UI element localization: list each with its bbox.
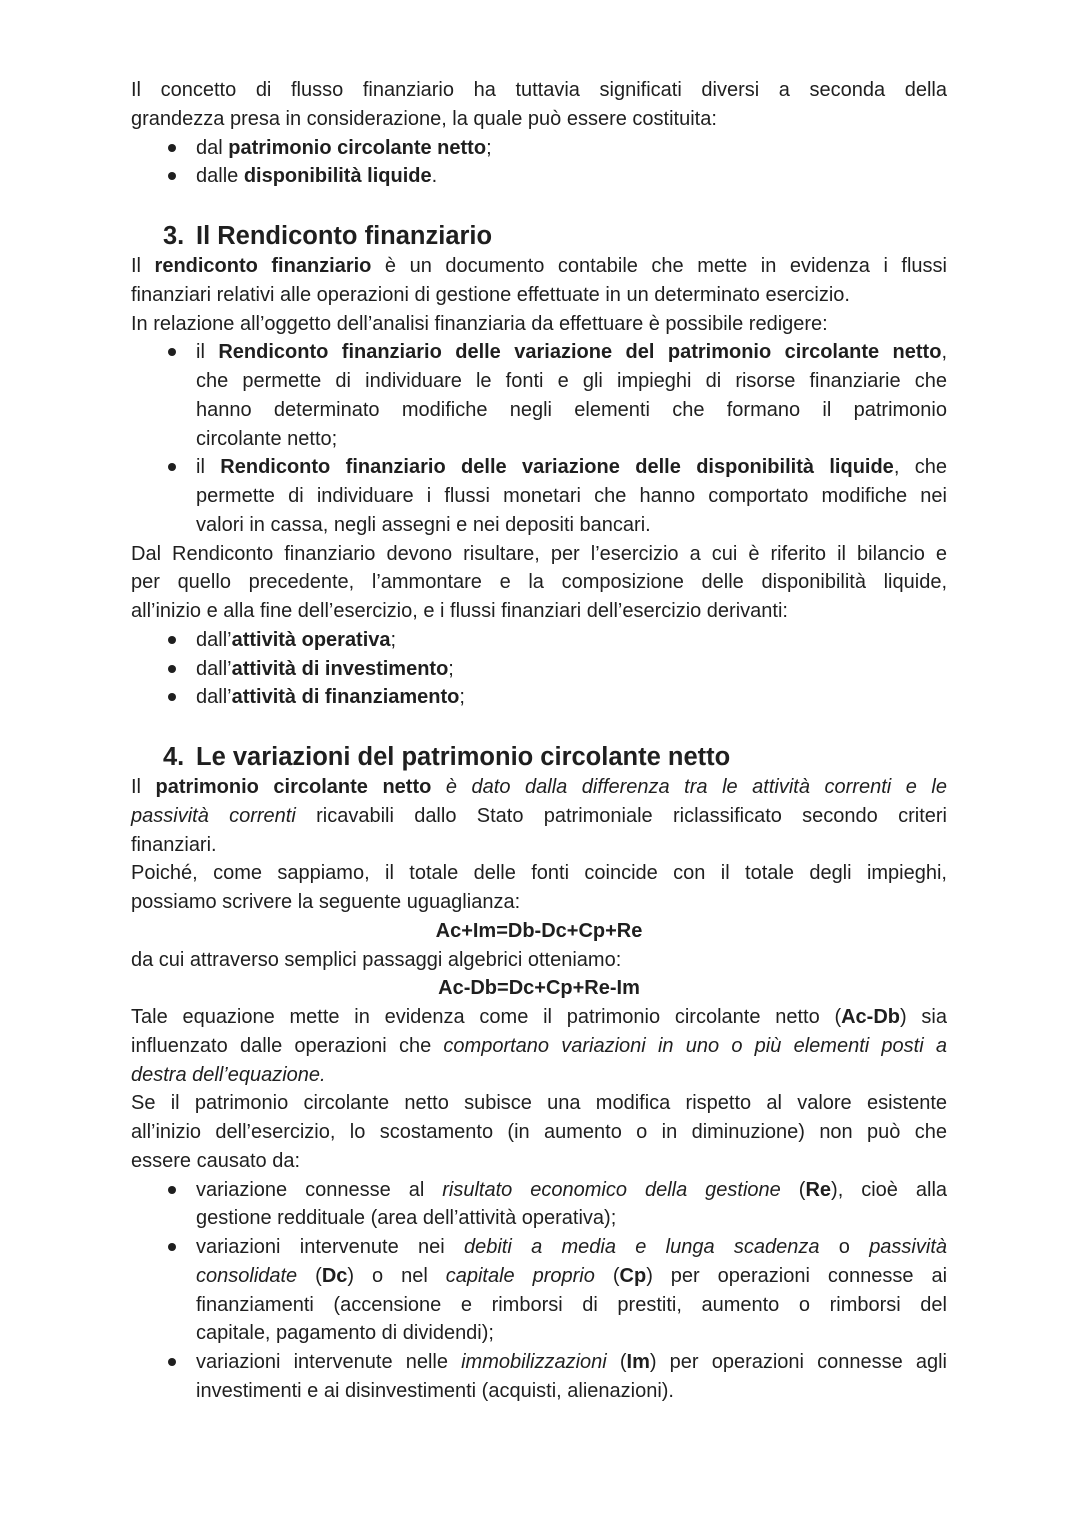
- list-item: [131, 626, 947, 655]
- list-item: [131, 1176, 947, 1234]
- text-run: grandezza presa in considerazione, la quale può essere costituita:: [131, 107, 717, 130]
- equation: Ac+Im=Db-Dc+Cp+Re: [435, 919, 643, 942]
- list-item: [131, 162, 947, 191]
- text-line: [196, 162, 947, 191]
- text-run: o: [819, 1236, 870, 1258]
- text-run: circolante netto;: [196, 427, 338, 450]
- bold-text: disponibilità liquide: [243, 165, 432, 188]
- text-line: [196, 1204, 947, 1233]
- text-run: valori in cassa, negli assegni e nei depositi bancari.: [196, 513, 651, 536]
- text-line: [131, 802, 947, 831]
- section-heading: [131, 220, 947, 252]
- text-line: [131, 281, 947, 310]
- text-run: Dal Rendiconto finanziario devono risultare, per l’esercizio a cui è riferito il bilancio e: [131, 542, 947, 565]
- text-run: finanziari relativi alle operazioni di gestione effettuate in un determinato esercizio.: [131, 283, 850, 306]
- bullet-icon: [168, 144, 176, 152]
- section-heading: [131, 741, 947, 773]
- text-run: (: [594, 1264, 620, 1287]
- text-line: [131, 597, 947, 626]
- list-item: [131, 1348, 947, 1406]
- text-line: [131, 1032, 947, 1061]
- text-run: finanziari.: [131, 833, 217, 856]
- italic-text: comportano variazioni in uno o più elementi posti a: [443, 1034, 947, 1057]
- text-line: [131, 1003, 947, 1032]
- text-run: Il: [131, 255, 155, 277]
- text-line: [131, 1118, 947, 1147]
- text-run: il: [196, 456, 221, 479]
- bullet-list: [131, 626, 947, 712]
- text-line: [196, 453, 947, 482]
- paragraph: [131, 76, 947, 134]
- text-run: ) per operazioni connesse agli: [649, 1351, 947, 1373]
- bullet-icon: [168, 463, 176, 471]
- bullet-icon: [168, 693, 176, 701]
- bullet-icon: [168, 636, 176, 644]
- text-run: è un documento contabile che mette in evidenza i flussi: [371, 255, 947, 277]
- text-run: gestione reddituale (area dell’attività operativa);: [196, 1207, 617, 1230]
- text-run: permette di individuare i flussi monetari che hanno comportato modifiche nei: [196, 485, 947, 507]
- text-run: ;: [448, 657, 454, 680]
- text-line: [131, 1089, 947, 1118]
- bullet-icon: [168, 665, 176, 673]
- text-run: ), cioè alla: [831, 1178, 948, 1201]
- text-line: [196, 683, 947, 712]
- text-run: [431, 776, 446, 798]
- heading-title: Il Rendiconto finanziario: [196, 222, 493, 250]
- text-run: variazioni intervenute nelle: [196, 1351, 462, 1373]
- text-line: [131, 540, 947, 569]
- text-line: [196, 1348, 947, 1377]
- paragraph: [131, 310, 947, 339]
- bold-text: Dc: [321, 1264, 348, 1287]
- list-item: [131, 134, 947, 163]
- paragraph: [131, 540, 947, 626]
- text-run: In relazione all’oggetto dell’analisi finanziaria da effettuare è possibile redigere:: [131, 312, 828, 335]
- equation: Ac-Db=Dc+Cp+Re-Im: [438, 977, 640, 1000]
- text-run: ;: [486, 136, 492, 159]
- text-line: [196, 425, 947, 454]
- text-line: [131, 568, 947, 597]
- text-line: [196, 367, 947, 396]
- text-run: Se il patrimonio circolante netto subisce una modifica rispetto al valore esistente: [131, 1092, 947, 1115]
- text-run: ) o nel: [347, 1264, 446, 1287]
- bold-text: patrimonio circolante netto: [228, 136, 487, 159]
- paragraph: [131, 859, 947, 917]
- bullet-icon: [168, 1243, 176, 1251]
- italic-text: risultato economico della gestione: [442, 1178, 781, 1201]
- bold-text: attività di investimento: [231, 657, 449, 680]
- text-run: per quello precedente, l’ammontare e la composizione delle disponibilità liquide,: [131, 571, 947, 594]
- text-line: [196, 1291, 947, 1320]
- text-run: Il concetto di flusso finanziario ha tuttavia significati diversi a seconda della: [131, 79, 947, 101]
- bullet-list: [131, 1176, 947, 1406]
- italic-text: destra dell’equazione.: [131, 1063, 326, 1086]
- text-run: che permette di individuare le fonti e gli impieghi di risorse finanziarie che: [196, 370, 947, 392]
- heading-title: Le variazioni del patrimonio circolante netto: [196, 743, 731, 771]
- text-run: ;: [390, 628, 397, 651]
- italic-text: capitale proprio: [445, 1264, 595, 1287]
- text-line: [131, 946, 947, 975]
- heading-number: 3.: [163, 222, 185, 250]
- text-line: [131, 1147, 947, 1176]
- paragraph: [131, 946, 947, 975]
- bullet-list: [131, 134, 947, 192]
- text-line: [196, 655, 947, 684]
- text-line: [131, 773, 947, 802]
- text-line: [196, 338, 947, 367]
- bold-text: Im: [626, 1351, 650, 1373]
- text-run: variazione connesse al: [196, 1178, 443, 1201]
- text-run: Il: [131, 776, 156, 798]
- text-line: [131, 888, 947, 917]
- bold-text: rendiconto finanziario: [154, 255, 372, 277]
- italic-text: consolidate: [196, 1264, 298, 1287]
- text-run: variazioni intervenute nei: [196, 1236, 464, 1258]
- paragraph: [131, 252, 947, 310]
- italic-text: immobilizzazioni: [461, 1351, 607, 1373]
- text-line: [196, 1377, 947, 1406]
- list-item: [131, 1233, 947, 1348]
- text-line: [196, 134, 947, 163]
- text-run: finanziamenti (accensione e rimborsi di prestiti, aumento o rimborsi del: [196, 1293, 947, 1316]
- italic-text: è dato dalla differenza tra le attività correnti e le: [445, 776, 947, 798]
- text-run: ;: [459, 686, 465, 709]
- text-line: [131, 1061, 947, 1090]
- bold-text: Ac-Db: [841, 1006, 900, 1028]
- bullet-icon: [168, 1186, 176, 1194]
- text-line: [196, 1262, 947, 1291]
- bold-text: attività di finanziamento: [231, 686, 460, 709]
- text-run: ,: [941, 341, 947, 364]
- text-run: dalle: [196, 165, 244, 188]
- bold-text: Rendiconto finanziario delle variazione delle disponibilità liquide: [220, 456, 894, 479]
- text-run: (: [780, 1178, 806, 1201]
- text-run: , che: [893, 456, 948, 479]
- list-item: [131, 655, 947, 684]
- text-run: ) sia: [900, 1006, 947, 1028]
- list-item: [131, 453, 947, 539]
- bold-text: patrimonio circolante netto: [155, 776, 432, 798]
- bullet-icon: [168, 172, 176, 180]
- text-run: investimenti e ai disinvestimenti (acquisti, alienazioni).: [196, 1379, 674, 1402]
- text-line: [131, 831, 947, 860]
- paragraph: [131, 1089, 947, 1175]
- text-run: hanno determinato modifiche negli elementi che formano il patrimonio: [196, 398, 947, 421]
- text-run: il: [196, 341, 219, 364]
- text-line: [196, 396, 947, 425]
- text-line: [196, 1176, 947, 1205]
- text-line: [196, 1233, 947, 1262]
- bold-text: Rendiconto finanziario delle variazione del patrimonio circolante netto: [218, 341, 942, 364]
- bullet-icon: [168, 1358, 176, 1366]
- italic-text: passività correnti: [131, 804, 296, 827]
- text-run: influenzato dalle operazioni che: [131, 1034, 444, 1057]
- italic-text: debiti a media e lunga scadenza: [463, 1236, 820, 1258]
- paragraph: [131, 773, 947, 859]
- text-run: Tale equazione mette in evidenza come il patrimonio circolante netto (: [131, 1006, 842, 1028]
- list-item: [131, 338, 947, 453]
- text-run: ) per operazioni connesse ai: [646, 1264, 948, 1287]
- text-run: Poiché, come sappiamo, il totale delle fonti coincide con il totale degli impieghi,: [131, 862, 947, 885]
- text-run: dall’: [196, 686, 232, 709]
- text-line: [196, 482, 947, 511]
- text-run: dall’: [196, 628, 232, 651]
- text-run: dal: [196, 136, 229, 159]
- bold-text: attività operativa: [231, 628, 391, 651]
- text-run: all’inizio dell’esercizio, lo scostamento (in aumento o in diminuzione) non può che: [131, 1121, 947, 1143]
- text-run: capitale, pagamento di dividendi);: [196, 1322, 494, 1345]
- text-run: ricavabili dallo Stato patrimoniale riclassificato secondo criteri: [295, 804, 947, 827]
- text-run: all’inizio e alla fine dell’esercizio, e i flussi finanziari dell’esercizio derivanti:: [131, 600, 788, 622]
- text-line: [196, 1319, 947, 1348]
- text-line: [131, 76, 947, 105]
- bold-text: Re: [805, 1178, 832, 1201]
- text-run: dall’: [196, 657, 232, 680]
- bullet-icon: [168, 348, 176, 356]
- text-run: possiamo scrivere la seguente uguaglianza:: [131, 891, 521, 913]
- text-line: [131, 310, 947, 339]
- bold-text: Cp: [619, 1264, 647, 1287]
- text-run: essere causato da:: [131, 1149, 300, 1172]
- text-line: [196, 626, 947, 655]
- text-run: .: [431, 165, 438, 188]
- text-line: [131, 105, 947, 134]
- text-run: (: [297, 1264, 322, 1287]
- list-item: [131, 683, 947, 712]
- document-page: [131, 76, 947, 1406]
- text-line: [196, 511, 947, 540]
- paragraph: [131, 1003, 947, 1089]
- text-run: da cui attraverso semplici passaggi algebrici otteniamo:: [131, 948, 622, 971]
- italic-text: passività: [869, 1236, 947, 1258]
- text-line: [131, 252, 947, 281]
- text-line: [131, 859, 947, 888]
- bullet-list: [131, 338, 947, 539]
- heading-number: 4.: [163, 743, 185, 771]
- text-run: (: [606, 1351, 627, 1373]
